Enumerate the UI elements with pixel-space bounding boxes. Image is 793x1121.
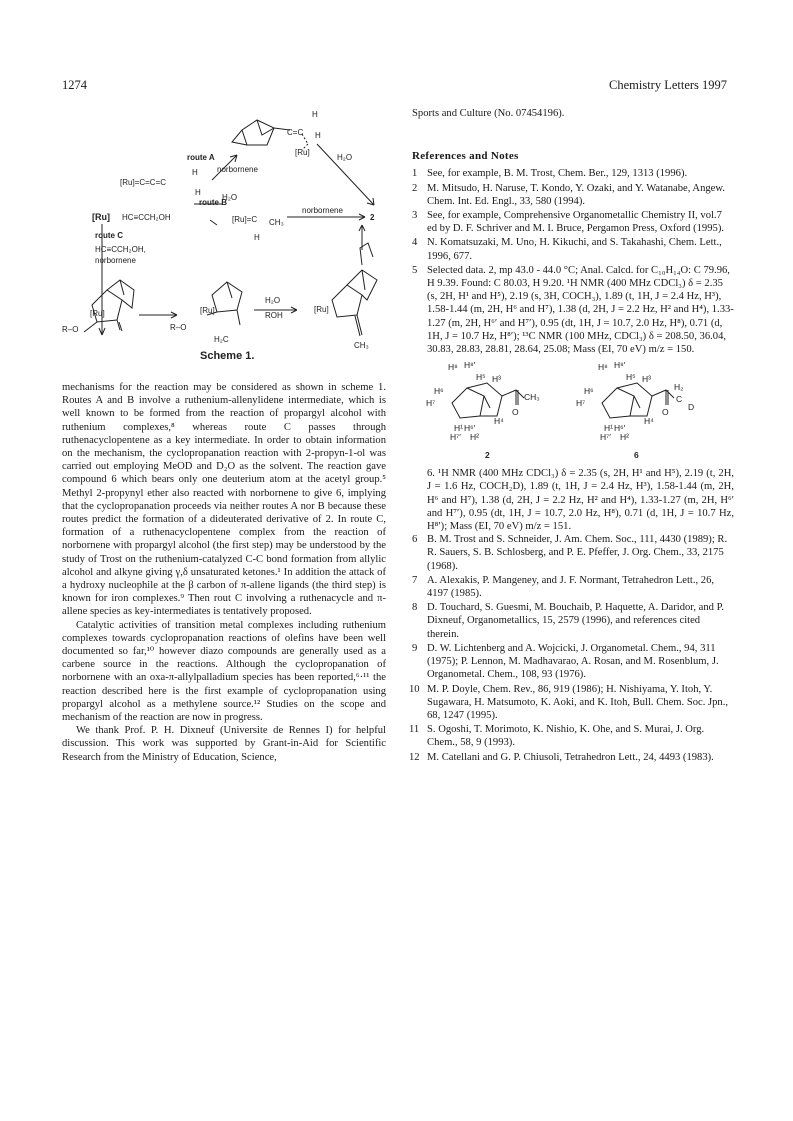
svg-text:H¹: H¹: [454, 423, 463, 434]
reference-number: 5: [412, 264, 418, 276]
reference-number: 4: [412, 237, 418, 249]
ru-acyl-label: [Ru]=C: [232, 215, 258, 224]
svg-text:H⁸: H⁸: [598, 362, 608, 373]
route-a-label: route A: [187, 153, 215, 162]
reference-item: [412, 182, 734, 208]
reference-text: M. P. Doyle, Chem. Rev., 86, 919 (1986); H. Nishiyama, Y. Itoh, Y. Sugawara, H. Matsumoto, K. Aoki, and K. Itoh, Bull. Chem. Soc. Jpn., 68, 1247 (1995).: [427, 683, 729, 721]
h2c-label: H₂C: [214, 335, 229, 344]
product-2-label: 2: [370, 213, 375, 222]
compound6-d: D: [688, 402, 695, 413]
allenylidene-h-label: H: [192, 168, 198, 177]
top-h2-label: H: [315, 131, 321, 140]
compound2-ch3: CH₃: [524, 392, 540, 403]
journal-name: Chemistry Letters 1997: [609, 78, 728, 92]
svg-text:H²: H²: [470, 432, 479, 443]
page-number: 1274: [62, 78, 87, 92]
reference-text: S. Ogoshi, T. Morimoto, K. Nishio, K. Ohe, and S. Murai, J. Org. Chem., 58, 9 (1993).: [427, 724, 705, 749]
route-c-label: route C: [95, 231, 123, 240]
references-list-2: [409, 533, 734, 763]
paragraph-catalytic: Catalytic activities of transition metal complexes including ruthenium complexes towards cyclopropanation reactions of olefins have been well documented so far,¹⁰ however diazo compounds are generally used as a carbene source in the reactions. Although the cyclopropanation of norbornene with an oxa-π-allylpalladium species has been reported,⁶·¹¹ the reaction described here is the first example of cyclopropanation using propargyl alcohol as a methylene source.¹² Studies on the scope and mechanism of the reaction are now in progress.: [62, 619, 386, 724]
compound6-c: C: [676, 394, 683, 405]
top-h1-label: H: [312, 110, 318, 119]
reference-item: [412, 642, 734, 682]
reference-text: N. Komatsuzaki, M. Uno, H. Kikuchi, and S. Takahashi, Chem. Lett., 1996, 677.: [427, 237, 722, 262]
reference-item: [412, 264, 734, 356]
svg-text:H²: H²: [620, 432, 629, 443]
ch3-label: CH₃: [269, 218, 284, 227]
reference-number: 12: [409, 751, 420, 763]
ru-mid-label: [Ru]: [200, 306, 215, 315]
compound-structures: [412, 358, 734, 463]
compound2-o: O: [512, 407, 519, 418]
h-below-label: H: [254, 233, 260, 242]
acknowledgment-continuation: Sports and Culture (No. 07454196).: [412, 108, 565, 119]
reference-number: 8: [412, 602, 418, 614]
svg-text:H⁸′: H⁸′: [614, 360, 626, 371]
svg-text:H⁷′: H⁷′: [450, 432, 461, 443]
ro-left-label: R–O: [62, 325, 79, 334]
route-c-reagent1: HC≡CCH₂OH,: [95, 245, 146, 254]
reference-number: 2: [412, 182, 418, 194]
top-ru-label: [Ru]: [295, 148, 310, 157]
svg-text:H⁴: H⁴: [644, 416, 654, 427]
reference-number: 10: [409, 683, 420, 695]
svg-text:H⁶′: H⁶′: [464, 423, 476, 434]
compound-6-data: 6. ¹H NMR (400 MHz CDCl₃) δ = 2.35 (s, 2H, H¹ and H⁵), 2.19 (t, 2H, J = 1.6 Hz, COCH₂D), 1.89 (t, 1H, J = 2.4 Hz, H³), 1.58-1.44 (m, 2H, H⁶ and H⁷), 1.38 (d, 2H, J = 2.2 Hz, H² and H⁴), 1.33-1.27 (m, 2H, H⁶′ and H⁷′), 0.95 (dt, 1H, J = 10.7, 2.0 Hz, H⁸), 0.71 (d, 1H, J = 10.7 Hz, H⁸′); Mass (EI, 70 eV) m/z = 151.: [427, 468, 734, 533]
h2o-right-label: H₂O: [337, 153, 353, 162]
reference-item: [412, 209, 734, 235]
reference-item: [412, 574, 734, 600]
svg-text:H⁷: H⁷: [426, 398, 436, 409]
reference-number: 3: [412, 210, 418, 222]
reference-item: [412, 533, 734, 573]
reference-text: A. Alexakis, P. Mangeney, and J. F. Normant, Tetrahedron Lett., 26, 4197 (1985).: [427, 574, 715, 600]
ro-mid-label: R–O: [170, 323, 187, 332]
scheme-caption: Scheme 1.: [200, 350, 255, 362]
references-list-1: [412, 167, 734, 356]
compound6-h2: H₂: [674, 382, 684, 393]
h2o-b-label: H₂O: [222, 193, 238, 202]
svg-text:H⁶′: H⁶′: [614, 423, 626, 434]
svg-text:H³: H³: [642, 374, 651, 385]
top-c-label: C=C: [287, 128, 304, 137]
propargyl-label: HC≡CCH₂OH: [122, 213, 171, 222]
reference-item: [409, 723, 734, 749]
reference-item: [412, 167, 734, 180]
reference-text: M. Catellani and G. P. Chiusoli, Tetrahedron Lett., 24, 4493 (1983).: [427, 751, 714, 763]
h2o-bottom-label: H₂O: [265, 296, 281, 305]
reference-item: [409, 683, 734, 723]
compound6-o: O: [662, 407, 669, 418]
reference-text: D. Touchard, S. Guesmi, M. Bouchaib, P. Haquette, A. Daridor, and P. Dixneuf, Organometallics, 15, 2579 (1996), and references cited therein.: [427, 602, 724, 640]
reference-number: 9: [412, 642, 418, 654]
reference-text: See, for example, Comprehensive Organometallic Chemistry II, vol.7 ed by D. F. Schriver and M. I. Bruce, Pergamon Press, Oxford (1995).: [427, 210, 725, 235]
allenylidene-label: [Ru]=C=C=C: [120, 178, 167, 187]
right-column: [409, 107, 734, 765]
svg-text:H⁸′: H⁸′: [464, 360, 476, 371]
reference-number: 1: [412, 168, 418, 180]
reference-number: 11: [409, 724, 420, 736]
svg-text:H⁶: H⁶: [434, 386, 444, 397]
references-title: References and Notes: [412, 150, 519, 163]
svg-text:H³: H³: [492, 374, 501, 385]
reference-text: B. M. Trost and S. Schneider, J. Am. Chem. Soc., 111, 4430 (1989); R. R. Sauers, S. B. Schlosberg, and P. E. Pfeffer, J. Org. Chem., 33, 2175 (1968).: [427, 534, 728, 572]
compound-6-label: 6: [634, 450, 639, 461]
left-column: [62, 381, 386, 764]
compound-2-label: 2: [485, 450, 490, 461]
svg-text:H⁶: H⁶: [584, 386, 594, 397]
reference-text: M. Mitsudo, H. Naruse, T. Kondo, Y. Ozaki, and Y. Watanabe, Angew. Chem. Int. Ed. Engl., 33, 580 (1994).: [427, 182, 725, 207]
svg-text:H⁵: H⁵: [626, 372, 636, 383]
roh-label: ROH: [265, 311, 283, 320]
reference-item: [409, 751, 734, 764]
route-c-reagent2: norbornene: [95, 256, 136, 265]
svg-text:H⁷′: H⁷′: [600, 432, 611, 443]
svg-text:H⁵: H⁵: [476, 372, 486, 383]
reference-item: [412, 601, 734, 641]
reference-text: D. W. Lichtenberg and A. Wojcicki, J. Organometal. Chem., 94, 311 (1975); P. Lennon, M. Madhavarao, A. Rosan, and M. Rosenblum, J. Organometal. Chem., 108, 93 (1976).: [427, 642, 719, 681]
paragraph-mechanism: mechanisms for the reaction may be considered as shown in scheme 1. Routes A and B involve a ruthenium-allenylidene intermediate, which is well known to be formed from the reaction of propargyl alcohol with ruthenium complexes,⁸ whereas route C passes through ruthenacyclopentene as a key intermediate. In order to obtain information on the mechanism, the cyclopropanation reaction with 2-propyn-1-ol was carried out employing MeOD and D₂O as the solvent. The reaction gave compound 6 which bears only one deuterium atom at the acetyl group.⁵ Methyl 2-propynyl ether also reacted with norbornene to give 6, implying that the cyclopropanation proceeds via neither routes A nor B because these routes predict the formation of a dideuterated derivative of 2. In route C, formation of a ruthenacyclopentene complex from the reaction of norbornene with propargyl alcohol (the first step) may be understood by the study of Trost on the ruthenium-catalyzed C-C bond formation from allylic alcohol and alkyne giving γ,δ unsaturated ketones.¹ In addition the attack of a hydroxy nucleophile at the β carbon of π-allene ligands (the third step) is known for iron complexes.⁹ Then rout C involving a ruthenacycle and π-allene species as key-intermediates is tentatively proposed.: [62, 382, 386, 618]
svg-text:H⁷: H⁷: [576, 398, 586, 409]
allenylidene-h2-label: H: [195, 188, 201, 197]
svg-text:H⁴: H⁴: [494, 416, 504, 427]
norbornene-b-label: norbornene: [302, 206, 343, 215]
reference-number: 6: [412, 534, 418, 546]
svg-text:H⁸: H⁸: [448, 362, 458, 373]
ru-right-label: [Ru]: [314, 305, 329, 314]
ru-start-label: [Ru]: [92, 212, 110, 222]
route-b-label: route B: [199, 198, 227, 207]
norbornene-a-label: norbornene: [217, 165, 258, 174]
scheme-1: [62, 100, 392, 375]
reference-text: Selected data. 2, mp 43.0 - 44.0 °C; Anal. Calcd. for C₁₀H₁₄O: C 79.96, H 9.39. Found: C 80.03, H 9.20. ¹H NMR (400 MHz CDCl₃) δ = 2.35 (s, 2H, H¹ and H⁵), 2.19 (s, 3H, COCH₃), 1.89 (t, 1H, J = 2.4 Hz, H³), 1.58-1.44 (m, 2H, H⁶ and H⁷), 1.38 (d, 2H, J = 2.2 Hz, H² and H⁴), 1.33-1.27 (m, 2H, H⁶′ and H⁷′), 0.95 (dt, 1H, J = 10.7, 2.0 Hz, H⁸), 0.71 (d, 1H, J = 10.7 Hz, H⁸′); ¹³C NMR (100 MHz, CDCl₃) δ = 208.50, 36.04, 30.83, 28.83, 28.81, 28.64, 25.08; Mass (EI, 70 eV) m/z = 150.: [427, 264, 734, 356]
svg-text:H¹: H¹: [604, 423, 613, 434]
reference-text: See, for example, B. M. Trost, Chem. Ber., 129, 1313 (1996).: [427, 168, 688, 180]
reference-number: 7: [412, 574, 418, 586]
reference-item: [412, 236, 734, 262]
paragraph-acknowledgment: We thank Prof. P. H. Dixneuf (Universite de Rennes I) for helpful discussion. This work was supported by Grant-in-Aid for Scientific Research from the Ministry of Education, Science,: [62, 725, 386, 763]
ch3-right-label: CH₃: [354, 341, 369, 350]
ru-left-label: [Ru]: [90, 309, 105, 318]
